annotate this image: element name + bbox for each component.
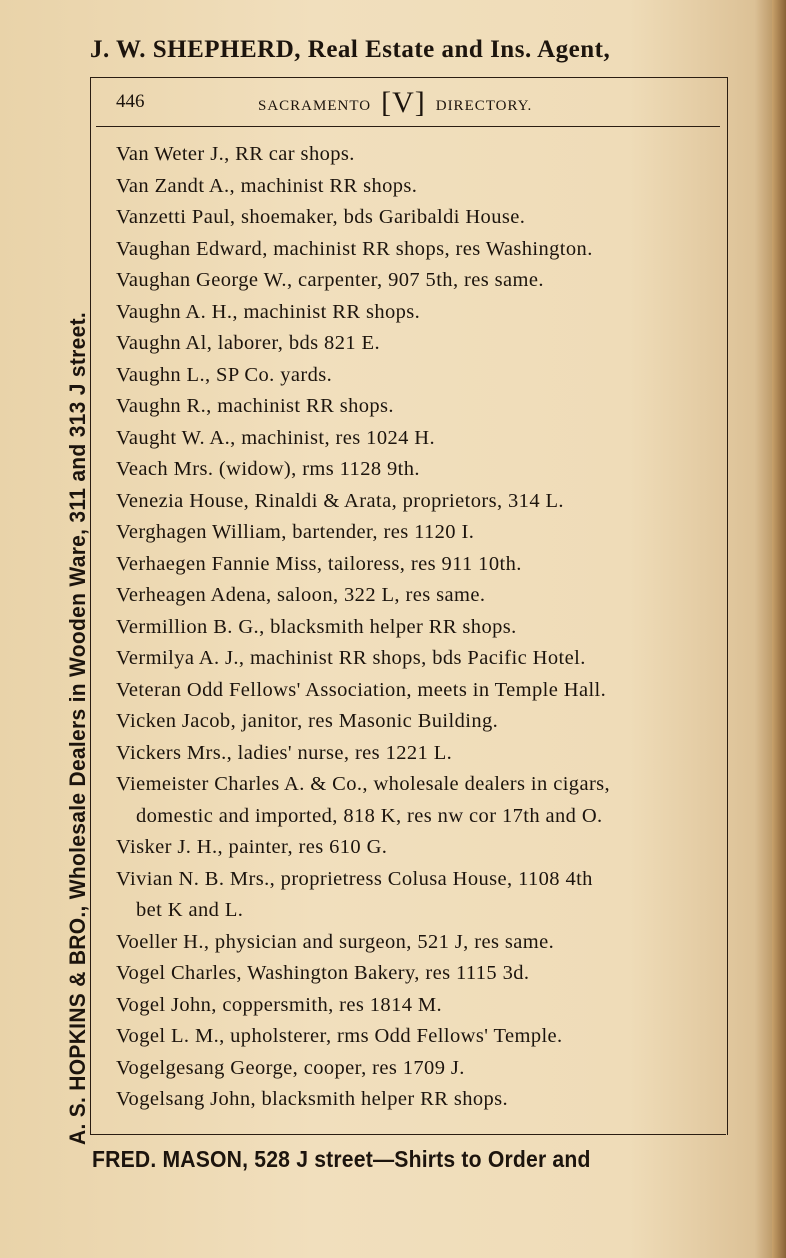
directory-entry: Vivian N. B. Mrs., proprietress Colusa House, 1108 4th — [116, 867, 593, 890]
directory-entry: Van Weter J., RR car shops. — [116, 143, 355, 165]
directory-entry: Vaughn Al, laborer, bds 821 E. — [116, 332, 380, 354]
directory-entry: Venezia House, Rinaldi & Arata, proprietors, 314 L. — [116, 489, 564, 512]
directory-entry: Veteran Odd Fellows' Association, meets in Temple Hall. — [116, 678, 607, 701]
directory-entry: Verhaegen Fannie Miss, tailoress, res 911 10th. — [116, 552, 522, 575]
running-title — [258, 86, 533, 119]
top-advert-banner: J. W. SHEPHERD, Real Estate and Ins. Agent, — [90, 36, 611, 63]
directory-entry: Vaughan George W., carpenter, 907 5th, res same. — [116, 269, 544, 291]
page-edge — [772, 0, 786, 1258]
side-advert-banner: A. S. HOPKINS & BRO., Wholesale Dealers in Wooden Ware, 311 and 313 J street. — [66, 311, 91, 1145]
directory-entry: Vogel John, coppersmith, res 1814 M. — [116, 993, 443, 1016]
directory-entry: Vogel L. M., upholsterer, rms Odd Fellows' Temple. — [116, 1025, 563, 1047]
directory-entry: Vaughn R., machinist RR shops. — [116, 395, 394, 417]
directory-entry: Vaughan Edward, machinist RR shops, res Washington. — [116, 237, 593, 260]
bottom-advert-banner: FRED. MASON, 528 J street—Shirts to Order and — [92, 1146, 591, 1172]
directory-entry-continuation: domestic and imported, 818 K, res nw cor 17th and O. — [136, 804, 603, 827]
directory-entry: Van Zandt A., machinist RR shops. — [116, 174, 418, 197]
directory-entry: Voeller H., physician and surgeon, 521 J, res same. — [116, 930, 555, 953]
directory-entry: Vermillion B. G., blacksmith helper RR shops. — [116, 615, 517, 638]
directory-entry: Verheagen Adena, saloon, 322 L, res same. — [116, 584, 486, 606]
directory-entry: Veach Mrs. (widow), rms 1128 9th. — [116, 458, 420, 480]
directory-entry: Vaught W. A., machinist, res 1024 H. — [116, 426, 436, 449]
directory-entries — [116, 139, 720, 1116]
directory-entry: Vogel Charles, Washington Bakery, res 1115 3d. — [116, 962, 530, 984]
page-number: 446 — [116, 91, 145, 112]
directory-entry: Vermilya A. J., machinist RR shops, bds Pacific Hotel. — [116, 647, 586, 669]
directory-entry: Vickers Mrs., ladies' nurse, res 1221 L. — [116, 741, 453, 764]
bottom-rule — [90, 1134, 726, 1135]
section-name: DIRECTORY. — [435, 97, 533, 114]
header-rule — [96, 126, 720, 127]
directory-entry: Vanzetti Paul, shoemaker, bds Garibaldi House. — [116, 206, 526, 228]
directory-entry: Vaughn A. H., machinist RR shops. — [116, 300, 421, 323]
directory-entry: Visker J. H., painter, res 610 G. — [116, 836, 388, 858]
directory-entry: Vaughn L., SP Co. yards. — [116, 363, 333, 386]
city-name: SACRAMENTO — [258, 97, 372, 114]
directory-entry: Verghagen William, bartender, res 1120 I. — [116, 521, 475, 543]
directory-entry: Vogelsang John, blacksmith helper RR shops. — [116, 1088, 509, 1110]
directory-entry: Vogelgesang George, cooper, res 1709 J. — [116, 1056, 465, 1079]
directory-entry: Viemeister Charles A. & Co., wholesale dealers in cigars, — [116, 773, 611, 795]
section-letter: [V] — [381, 86, 426, 119]
running-header — [116, 88, 720, 118]
directory-entry: Vicken Jacob, janitor, res Masonic Building. — [116, 710, 499, 732]
directory-entry-continuation: bet K and L. — [136, 899, 244, 921]
